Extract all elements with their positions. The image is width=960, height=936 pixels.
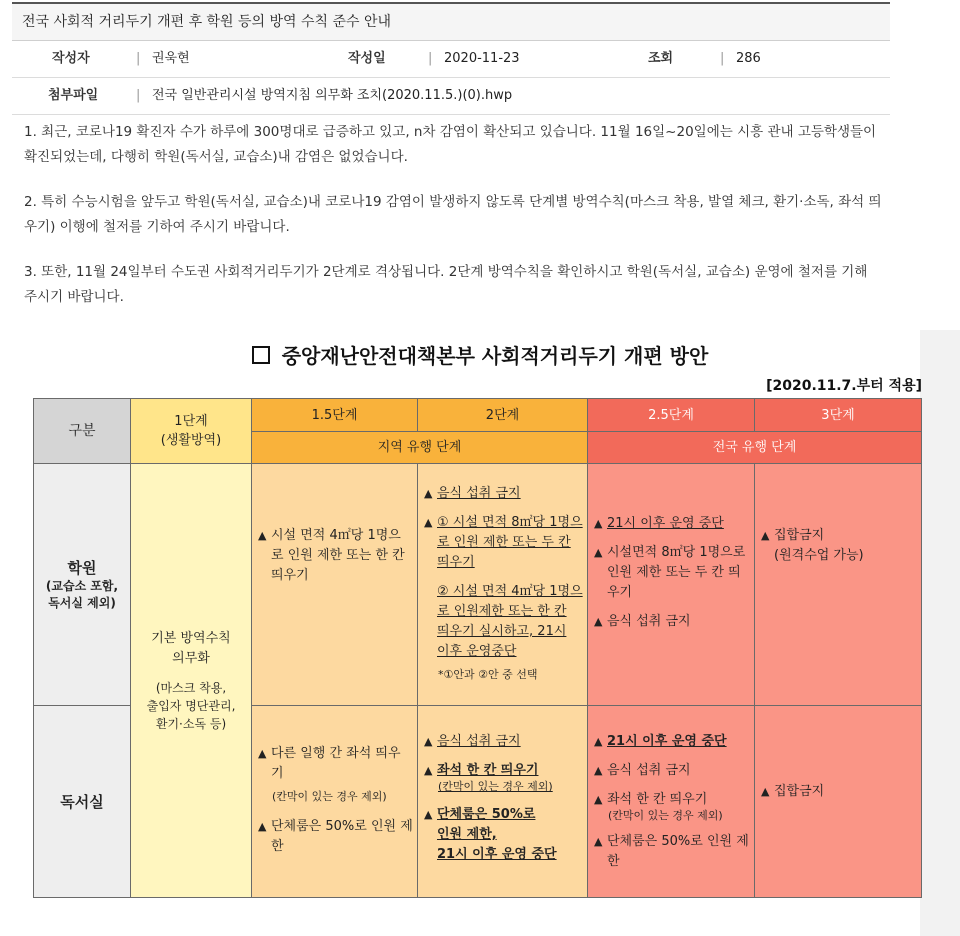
item-line: 인원 제한, [437,827,497,842]
triangle-bullet-icon: ▲ [594,517,603,530]
notice-body [24,120,884,330]
item-text [774,526,917,566]
stage1-note2: 출입자 명단관리, [146,698,236,713]
triangle-bullet-icon: ▲ [761,785,770,798]
list-item [424,484,583,504]
item-text: 좌석 한 칸 띄우기 [437,763,539,778]
meta-row-attachment [12,78,890,115]
triangle-bullet-icon: ▲ [424,516,433,529]
list-item [594,761,750,781]
triangle-bullet-icon: ▲ [594,793,603,806]
list-item [761,526,917,566]
table-title [0,340,960,369]
item-text: 좌석 한 칸 띄우기 [607,792,708,807]
header-stage1-label: 1단계 [174,414,208,429]
row-label-study-main: 독서실 [60,793,104,811]
study-stage25 [587,705,755,898]
page-edge [920,330,960,936]
header-stage3: 3단계 [754,398,922,432]
item-text: 음식 섭취 금지 [607,614,691,629]
list-item [594,832,750,872]
triangle-bullet-icon: ▲ [424,808,433,821]
list-item [424,732,583,752]
item-text: 음식 섭취 금지 [607,763,691,778]
item-text: 다른 일행 간 좌석 띄우기 [271,746,401,781]
item-note: *①안과 ②안 중 선택 [438,668,538,681]
separator: | [428,51,433,66]
triangle-bullet-icon: ▲ [258,747,267,760]
item-main: 집합금지 [774,528,825,543]
triangle-bullet-icon: ▲ [424,764,433,777]
header-stage2: 2단계 [417,398,588,432]
item-text: 21시 이후 운영 중단 [607,516,724,531]
stage1-note [147,679,236,733]
study-stage2 [417,705,588,898]
item-text: 시설면적 8㎡당 1명으로 인원 제한 또는 두 칸 띄우기 [607,545,746,600]
item-text: 21시 이후 운영 중단 [607,734,727,749]
row-label-academy-sub2: 독서실 제외) [48,596,116,610]
item-text: 음식 섭취 금지 [437,486,521,501]
triangle-bullet-icon: ▲ [258,529,267,542]
row-label-study [33,705,131,898]
academy-stage2 [417,463,588,706]
list-item [258,526,413,586]
list-item [424,513,583,573]
triangle-bullet-icon: ▲ [594,764,603,777]
triangle-bullet-icon: ▲ [594,615,603,628]
paragraph-3: 3. 또한, 11월 24일부터 수도권 사회적거리두기가 2단계로 격상됩니다. 2단계 방역수칙을 확인하시고 학원(독서실, 교습소) 운영에 철저를 기해 주시기 바랍니다. [24,264,868,305]
date-value: 2020-11-23 [444,51,520,66]
study-stage3 [754,705,922,898]
date-label: 작성일 [348,51,386,66]
triangle-bullet-icon: ▲ [424,487,433,500]
meta-row-author [12,41,890,78]
stage1-line2: 의무화 [172,650,210,666]
list-item [594,732,750,752]
paragraph-1: 1. 최근, 코로나19 확진자 수가 하루에 300명대로 급증하고 있고, n차 감염이 확산되고 있습니다. 11월 16일~20일에는 시흥 관내 고등학생들이 확진되었는데, 다행히 학원(독서실, 교습소)내 감염은 없었습니다. [24,124,877,165]
header-stage15: 1.5단계 [251,398,418,432]
item-text: 집합금지 [774,784,825,799]
item-note: (칸막이 있는 경우 제외) [608,809,723,822]
item-text: 시설 면적 4㎡당 1명으로 인원 제한 또는 한 칸 띄우기 [271,528,405,583]
item-text: ② 시설 면적 4㎡당 1명으로 인원제한 또는 한 칸 띄우기 실시하고, 21시 이후 운영중단 [437,584,583,659]
views-label: 조회 [648,51,674,66]
table-title-text: 중앙재난안전대책본부 사회적거리두기 개편 방안 [281,344,709,368]
list-item [424,761,583,781]
item-line: 21시 이후 운영 중단 [437,847,557,862]
triangle-bullet-icon: ▲ [424,735,433,748]
list-item [594,543,750,603]
row-label-academy-main: 학원 [67,559,97,577]
academy-stage15 [251,463,418,706]
stage1-note3: 환기·소독 등) [155,716,227,731]
author-label: 작성자 [52,51,90,66]
list-item [594,790,750,810]
triangle-bullet-icon: ▲ [594,546,603,559]
list-item [761,782,917,802]
item-text [437,805,583,865]
paragraph-2: 2. 특히 수능시험을 앞두고 학원(독서실, 교습소)내 코로나19 감염이 발생하지 않도록 단계별 방역수칙(마스크 착용, 발열 체크, 환기·소독, 좌석 띄우기) 이행에 철저를 기하여 주시기 바랍니다. [24,194,882,235]
notice-title: 전국 사회적 거리두기 개편 후 학원 등의 방역 수칙 준수 안내 [12,2,890,41]
header-stage1-sub: (생활방역) [160,433,222,448]
item-text: ① 시설 면적 8㎡당 1명으로 인원 제한 또는 두 칸 띄우기 [437,515,583,570]
author-value: 권욱현 [152,51,190,66]
triangle-bullet-icon: ▲ [258,820,267,833]
header-stage1 [130,398,252,464]
header-national: 전국 유행 단계 [587,431,922,464]
list-item [424,582,583,662]
header-regional: 지역 유행 단계 [251,431,588,464]
separator: | [136,51,141,66]
item-text: 단체룸은 50%로 인원 제한 [607,834,749,869]
list-item [258,744,413,784]
academy-stage3 [754,463,922,706]
triangle-bullet-icon: ▲ [594,835,603,848]
item-line: 단체룸은 50%로 [437,807,536,822]
triangle-bullet-icon: ▲ [594,735,603,748]
header-category: 구분 [33,398,131,464]
row-label-academy-sub1: (교습소 포함, [45,579,119,593]
study-stage15 [251,705,418,898]
views-value: 286 [736,51,761,66]
separator: | [136,88,141,103]
item-text: 음식 섭취 금지 [437,734,521,749]
stage1-note1: (마스크 착용, [155,680,227,695]
list-item [594,514,750,534]
item-sub: (원격수업 가능) [774,548,864,563]
attachment-link[interactable]: 전국 일반관리시설 방역지침 의무화 조치(2020.11.5.)(0).hwp [152,88,513,103]
triangle-bullet-icon: ▲ [761,529,770,542]
item-note: (칸막이 있는 경우 제외) [272,790,387,803]
list-item [594,612,750,632]
academy-stage25 [587,463,755,706]
stage1-content [130,463,252,898]
list-item [258,817,413,857]
item-note: (칸막이 있는 경우 제외) [438,780,553,793]
separator: | [720,51,725,66]
stage1-line1: 기본 방역수칙 [151,630,231,646]
item-text: 단체룸은 50%로 인원 제한 [271,819,413,854]
list-item [424,805,583,865]
checkbox-square-icon [252,346,270,364]
notice-header [12,2,890,115]
header-stage25: 2.5단계 [587,398,755,432]
row-label-academy [33,463,131,706]
apply-date: [2020.11.7.부터 적용] [766,378,922,394]
attachment-label: 첨부파일 [48,88,99,103]
